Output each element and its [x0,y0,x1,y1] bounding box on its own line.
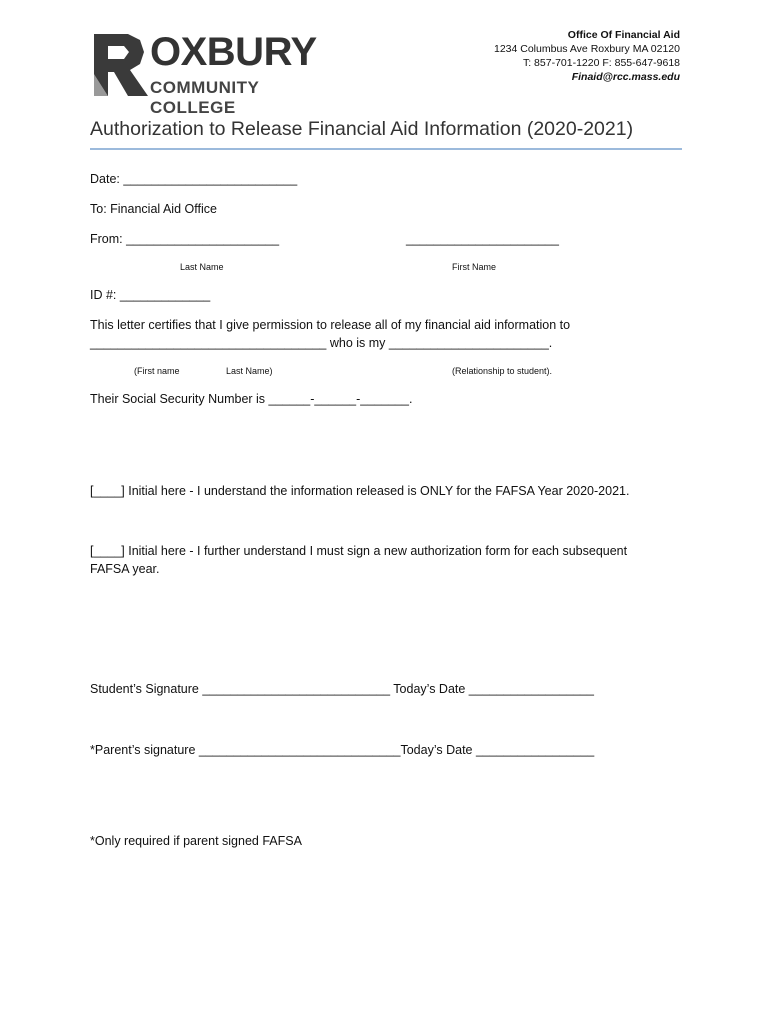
initial-2-statement-line-1: [____] Initial here - I further understand I must sign a new authorization form for each subsequent [90,544,628,558]
student-signature-line: Student’s Signature ___________________________ Today’s Date __________________ [90,682,594,696]
certify-text-line-2: __________________________________ who is my _______________________. [90,336,553,350]
parent-signature-line: *Parent’s signature _____________________________Today’s Date _________________ [90,743,595,757]
office-address: 1234 Columbus Ave Roxbury MA 02120 [493,43,680,55]
from-field-line: From: ______________________ [90,232,280,246]
logo-wordmark: OXBURY [150,30,317,74]
office-contact-block [494,28,680,84]
ssn-field-line: Their Social Security Number is ______-______-_______. [90,392,413,406]
office-email: Finaid@rcc.mass.edu [571,71,680,83]
to-line: To: Financial Aid Office [90,202,217,216]
from-first-name-blank: ______________________ [406,232,559,246]
initial-1-statement: [____] Initial here - I understand the information released is ONLY for the FAFSA Year 2020-2021. [90,484,630,498]
date-field-line: Date: _________________________ [90,172,298,186]
roxbury-logo [94,30,346,117]
initial-2-statement-line-2: FAFSA year. [90,562,160,576]
last-name-label: Last Name [180,262,224,272]
office-title: Office Of Financial Aid [567,29,680,41]
relationship-label: (Relationship to student). [452,366,553,376]
document-title: Authorization to Release Financial Aid Information (2020-2021) [90,118,634,140]
last-name-paren-label: Last Name) [226,366,273,376]
id-field-line: ID #: _____________ [90,288,211,302]
logo-r-icon [94,34,148,96]
title-divider [90,148,682,150]
first-name-label: First Name [452,262,497,272]
office-phone: T: 857-701-1220 F: 855-647-9618 [522,57,680,69]
logo-subtitle: COMMUNITY COLLEGE [150,78,260,117]
certify-text-line-1: This letter certifies that I give permission to release all of my financial aid information to [90,318,571,332]
first-name-paren-label: (First name [134,366,180,376]
footnote: *Only required if parent signed FAFSA [90,834,302,848]
